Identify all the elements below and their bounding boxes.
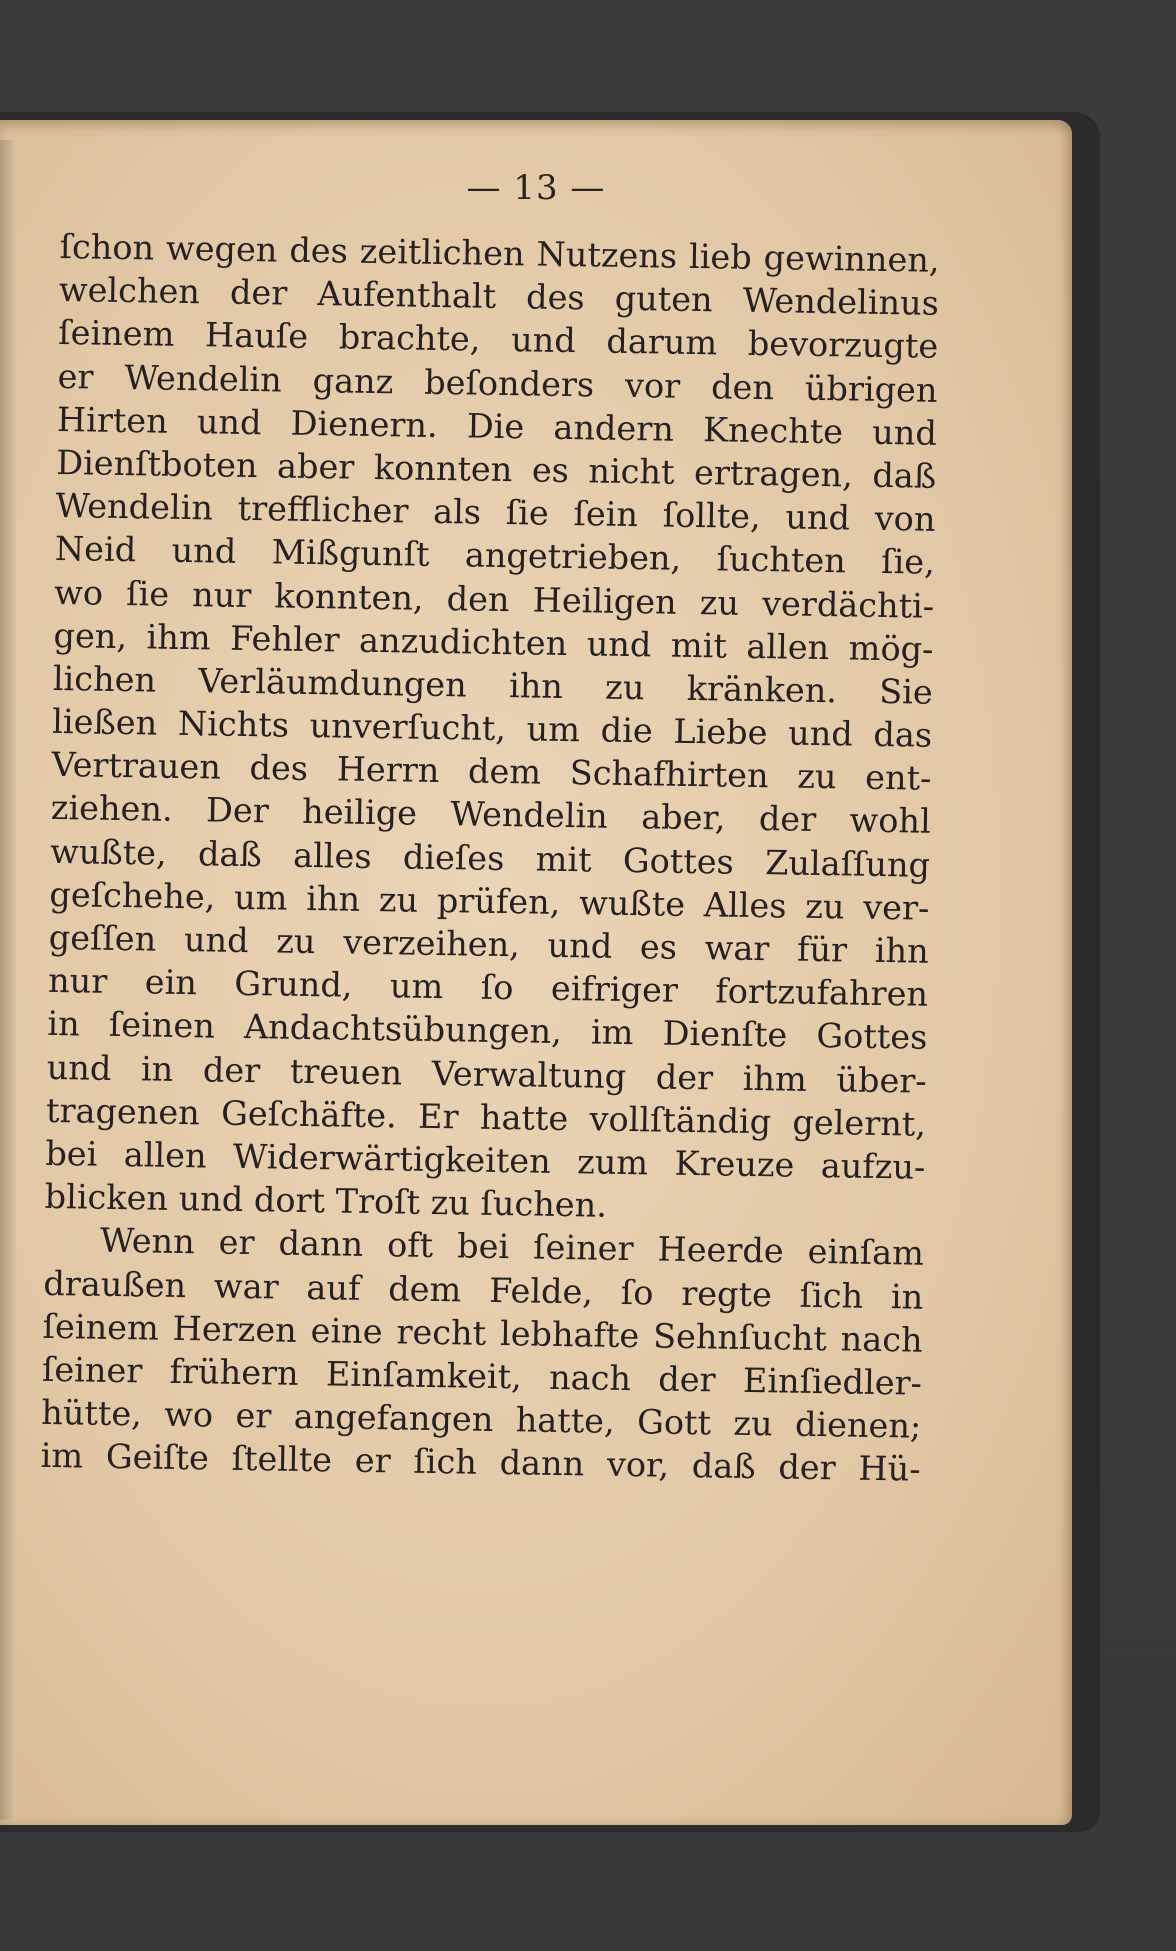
text-line: ließen Nichts unverſucht, um die Liebe und das (51, 702, 933, 755)
text-line: lichen Verläumdungen ihn zu kränken. Sie (52, 658, 934, 712)
text-line: und in der treuen Verwaltung der ihm über- (46, 1047, 927, 1101)
text-line: nur ein Grund, um ſo eifriger fortzufahren (47, 961, 929, 1014)
text-line: geſchehe, um ihn zu prüfen, wußte Alles zu ver- (49, 874, 930, 928)
text-line: wo ſie nur konnten, den Heiligen zu verdächti- (53, 572, 935, 626)
text-line: Vertrauen des Herrn dem Schafhirten zu ent- (51, 745, 932, 799)
text-line: hütte, wo er angefangen hatte, Gott zu dienen; (41, 1392, 922, 1446)
text-line: ziehen. Der heilige Wendelin aber, der wohl (50, 788, 932, 842)
text-line: ſeiner frühern Einſamkeit, nach der Einſiedler- (41, 1349, 923, 1403)
text-line: bei allen Widerwärtigkeiten zum Kreuze aufzu- (45, 1133, 926, 1187)
text-line: geſſen und zu verzeihen, und es war für ihn (48, 917, 930, 971)
text-line: Dienſtboten aber konnten es nicht ertragen, daß (55, 442, 937, 496)
text-line: gen, ihm Fehler anzudichten und mit allen mög- (53, 615, 934, 669)
text-line: Neid und Mißgunſt angetrieben, ſuchten ſie, (54, 529, 936, 583)
text-line: wußte, daß alles dieſes mit Gottes Zulaſſung (49, 831, 931, 885)
text-line: tragenen Geſchäfte. Er hatte vollſtändig gelernt, (45, 1090, 927, 1144)
page-number: — 13 — (466, 168, 606, 208)
text-line: Wendelin trefflicher als ſie ſein ſollte, und von (55, 486, 936, 539)
text-line: Hirten und Dienern. Die andern Knechte und (56, 399, 938, 453)
text-line: ſchon wegen des zeitlichen Nutzens lieb gewinnen, (59, 226, 940, 280)
text-line: er Wendelin ganz beſonders vor den übrigen (57, 356, 938, 410)
text-line: Wenn er dann oft bei ſeiner Heerde einſam (99, 1221, 925, 1274)
page-edge (0, 140, 16, 1820)
text-line: blicken und dort Troſt zu ſuchen. (44, 1177, 608, 1225)
text-line: ſeinem Herzen eine recht lebhafte Sehnſucht nach (42, 1306, 923, 1360)
text-line: ſeinem Hauſe brachte, und darum bevorzugte (57, 313, 939, 367)
text-line: in ſeinen Andachtsübungen, im Dienſte Gottes (47, 1004, 928, 1058)
text-line: im Geiſte ſtellte er ſich dann vor, daß der Hü- (40, 1436, 921, 1489)
text-line: draußen war auf dem Felde, ſo regte ſich in (43, 1263, 924, 1317)
text-line: welchen der Aufenthalt des guten Wendelinus (58, 270, 940, 323)
body-text (40, 225, 940, 1491)
